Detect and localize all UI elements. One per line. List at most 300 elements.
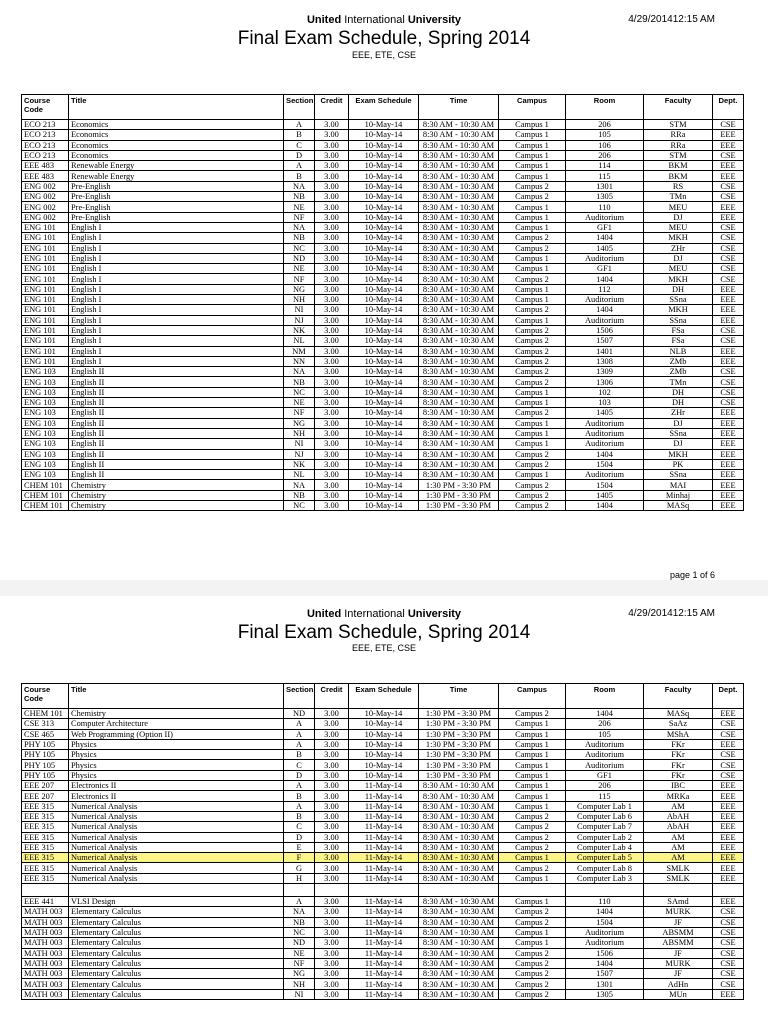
- cell-exam-time: 8:30 AM - 10:30 AM: [419, 927, 499, 937]
- cell-exam-time: 8:30 AM - 10:30 AM: [419, 264, 499, 274]
- cell-campus: Campus 1: [499, 853, 566, 863]
- cell-section: C: [284, 760, 315, 770]
- table-header-row: [22, 684, 744, 709]
- cell-exam-date: 10-May-14: [349, 171, 419, 181]
- cell-dept: EEE: [713, 315, 744, 325]
- cell-exam-date: 11-May-14: [349, 969, 419, 979]
- cell-campus: Campus 2: [499, 274, 566, 284]
- cell-exam-time: 8:30 AM - 10:30 AM: [419, 233, 499, 243]
- cell-exam-time: 1:30 PM - 3:30 PM: [419, 739, 499, 749]
- cell-room: 110: [566, 897, 644, 907]
- cell-exam-time: 8:30 AM - 10:30 AM: [419, 822, 499, 832]
- cell-room: 110: [566, 202, 644, 212]
- cell-campus: Campus 2: [499, 377, 566, 387]
- cell-exam-time: 1:30 PM - 3:30 PM: [419, 490, 499, 500]
- cell-campus: Campus 2: [499, 979, 566, 989]
- cell-faculty: STM: [644, 120, 713, 130]
- cell-exam-time: 8:30 AM - 10:30 AM: [419, 387, 499, 397]
- cell-room: 1405: [566, 490, 644, 500]
- cell-exam-time: 1:30 PM - 3:30 PM: [419, 480, 499, 490]
- column-header-faculty: Faculty: [644, 684, 713, 709]
- cell-course-code: MATH 003: [22, 979, 69, 989]
- cell-course-code: PHY 105: [22, 770, 69, 780]
- cell-campus: Campus 2: [499, 346, 566, 356]
- table-row: [22, 927, 744, 937]
- cell-course-title: Elementary Calculus: [69, 938, 284, 948]
- cell-room: 206: [566, 781, 644, 791]
- cell-course-title: English I: [69, 315, 284, 325]
- cell-faculty: FSa: [644, 325, 713, 335]
- cell-course-code: ENG 103: [22, 459, 69, 469]
- cell-dept: EEE: [713, 739, 744, 749]
- cell-exam-date: 10-May-14: [349, 387, 419, 397]
- cell-course-title: English I: [69, 356, 284, 366]
- cell-exam-time: 8:30 AM - 10:30 AM: [419, 938, 499, 948]
- cell-exam-date: 10-May-14: [349, 222, 419, 232]
- cell-credit: 3.00: [315, 958, 349, 968]
- cell-exam-time: 1:30 PM - 3:30 PM: [419, 709, 499, 719]
- cell-room: Auditorium: [566, 739, 644, 749]
- cell-dept: EEE: [713, 897, 744, 907]
- cell-course-code: ECO 213: [22, 140, 69, 150]
- cell-room: GF1: [566, 264, 644, 274]
- cell-dept: CSE: [713, 729, 744, 739]
- cell-exam-date: 10-May-14: [349, 418, 419, 428]
- cell-faculty: FKr: [644, 750, 713, 760]
- cell-room: Computer Lab 1: [566, 801, 644, 811]
- cell-campus: Campus 1: [499, 161, 566, 171]
- cell-faculty: AbAH: [644, 811, 713, 821]
- cell-campus: Campus 1: [499, 284, 566, 294]
- table-row: [22, 336, 744, 346]
- cell-room: 1404: [566, 449, 644, 459]
- cell-faculty: PK: [644, 459, 713, 469]
- cell-credit: 3.00: [315, 897, 349, 907]
- cell-section: NB: [284, 917, 315, 927]
- cell-exam-time: 8:30 AM - 10:30 AM: [419, 243, 499, 253]
- cell-exam-time: 8:30 AM - 10:30 AM: [419, 295, 499, 305]
- cell-faculty: DH: [644, 284, 713, 294]
- cell-course-code: ENG 103: [22, 470, 69, 480]
- column-header-course-title: Title: [69, 95, 284, 120]
- cell-dept: EEE: [713, 140, 744, 150]
- table-row: [22, 408, 744, 418]
- cell-room: 206: [566, 120, 644, 130]
- cell-room: 206: [566, 150, 644, 160]
- cell-course-code: ENG 103: [22, 449, 69, 459]
- page-divider: [0, 580, 768, 596]
- table-row: [22, 979, 744, 989]
- cell-course-code: MATH 003: [22, 948, 69, 958]
- cell-course-code: ENG 101: [22, 264, 69, 274]
- cell-campus: Campus 2: [499, 917, 566, 927]
- cell-dept: EEE: [713, 346, 744, 356]
- cell-section: NE: [284, 202, 315, 212]
- cell-room: 1404: [566, 958, 644, 968]
- cell-faculty: ZHr: [644, 243, 713, 253]
- cell-room: 106: [566, 140, 644, 150]
- cell-dept: EEE: [713, 130, 744, 140]
- cell-section: NL: [284, 336, 315, 346]
- cell-room: 1404: [566, 500, 644, 510]
- cell-faculty: BKM: [644, 171, 713, 181]
- cell-exam-date: 11-May-14: [349, 989, 419, 999]
- cell-course-title: Pre-English: [69, 181, 284, 191]
- cell-faculty: AbAH: [644, 822, 713, 832]
- cell-course-code: ENG 101: [22, 336, 69, 346]
- cell-faculty: MKH: [644, 305, 713, 315]
- cell-faculty: DJ: [644, 212, 713, 222]
- cell-faculty: TMn: [644, 377, 713, 387]
- cell-exam-date: 11-May-14: [349, 873, 419, 883]
- cell-exam-date: 10-May-14: [349, 274, 419, 284]
- departments-subtitle: EEE, ETE, CSE: [351, 50, 417, 60]
- cell-faculty: MASq: [644, 500, 713, 510]
- cell-exam-date: 10-May-14: [349, 367, 419, 377]
- cell-dept: EEE: [713, 212, 744, 222]
- cell-exam-date: 11-May-14: [349, 907, 419, 917]
- cell-dept: EEE: [713, 439, 744, 449]
- cell-faculty: DJ: [644, 439, 713, 449]
- cell-credit: 3.00: [315, 233, 349, 243]
- table-row: [22, 233, 744, 243]
- cell-faculty: AM: [644, 853, 713, 863]
- cell-faculty: MKH: [644, 233, 713, 243]
- cell-dept: EEE: [713, 161, 744, 171]
- cell-faculty: BKM: [644, 161, 713, 171]
- cell-course-title: English I: [69, 295, 284, 305]
- cell-section: NJ: [284, 449, 315, 459]
- empty-cell: [713, 884, 744, 897]
- cell-course-title: Renewable Energy: [69, 161, 284, 171]
- cell-dept: CSE: [713, 253, 744, 263]
- column-header-faculty: Faculty: [644, 95, 713, 120]
- cell-exam-time: 8:30 AM - 10:30 AM: [419, 791, 499, 801]
- cell-exam-time: 8:30 AM - 10:30 AM: [419, 202, 499, 212]
- cell-course-title: English I: [69, 305, 284, 315]
- cell-dept: EEE: [713, 500, 744, 510]
- cell-campus: Campus 1: [499, 781, 566, 791]
- cell-room: 1507: [566, 969, 644, 979]
- table-row: [22, 897, 744, 907]
- cell-exam-time: 1:30 PM - 3:30 PM: [419, 760, 499, 770]
- cell-course-title: English II: [69, 470, 284, 480]
- cell-course-title: Chemistry: [69, 490, 284, 500]
- cell-credit: 3.00: [315, 470, 349, 480]
- cell-course-code: MATH 003: [22, 907, 69, 917]
- cell-course-title: Pre-English: [69, 202, 284, 212]
- cell-dept: EEE: [713, 480, 744, 490]
- cell-dept: CSE: [713, 927, 744, 937]
- cell-campus: Campus 2: [499, 305, 566, 315]
- cell-section: B: [284, 171, 315, 181]
- cell-faculty: AM: [644, 832, 713, 842]
- table-row: [22, 719, 744, 729]
- table-row: [22, 130, 744, 140]
- cell-exam-time: 8:30 AM - 10:30 AM: [419, 150, 499, 160]
- cell-credit: 3.00: [315, 750, 349, 760]
- cell-dept: EEE: [713, 781, 744, 791]
- cell-campus: Campus 2: [499, 449, 566, 459]
- cell-section: H: [284, 873, 315, 883]
- cell-course-code: ENG 103: [22, 367, 69, 377]
- cell-section: ND: [284, 253, 315, 263]
- cell-course-title: English II: [69, 398, 284, 408]
- cell-section: NB: [284, 490, 315, 500]
- cell-exam-date: 11-May-14: [349, 853, 419, 863]
- cell-exam-date: 10-May-14: [349, 181, 419, 191]
- cell-campus: Campus 2: [499, 490, 566, 500]
- cell-dept: EEE: [713, 801, 744, 811]
- cell-credit: 3.00: [315, 781, 349, 791]
- cell-exam-date: 10-May-14: [349, 253, 419, 263]
- cell-dept: EEE: [713, 842, 744, 852]
- cell-credit: 3.00: [315, 801, 349, 811]
- cell-section: NG: [284, 969, 315, 979]
- cell-dept: CSE: [713, 192, 744, 202]
- table-row: [22, 781, 744, 791]
- cell-campus: Campus 1: [499, 770, 566, 780]
- cell-exam-date: 10-May-14: [349, 709, 419, 719]
- cell-faculty: ABSMM: [644, 927, 713, 937]
- cell-course-code: CHEM 101: [22, 480, 69, 490]
- cell-section: NH: [284, 295, 315, 305]
- cell-course-title: English I: [69, 243, 284, 253]
- cell-exam-time: 1:30 PM - 3:30 PM: [419, 729, 499, 739]
- cell-exam-date: 11-May-14: [349, 948, 419, 958]
- cell-dept: CSE: [713, 336, 744, 346]
- cell-exam-date: 10-May-14: [349, 439, 419, 449]
- cell-faculty: JF: [644, 948, 713, 958]
- cell-exam-date: 10-May-14: [349, 161, 419, 171]
- cell-section: NF: [284, 408, 315, 418]
- cell-credit: 3.00: [315, 274, 349, 284]
- cell-campus: Campus 1: [499, 791, 566, 801]
- table-row: [22, 480, 744, 490]
- cell-faculty: SAmd: [644, 897, 713, 907]
- cell-credit: 3.00: [315, 295, 349, 305]
- cell-dept: CSE: [713, 222, 744, 232]
- cell-credit: 3.00: [315, 917, 349, 927]
- cell-course-code: EEE 441: [22, 897, 69, 907]
- cell-exam-time: 8:30 AM - 10:30 AM: [419, 989, 499, 999]
- cell-dept: CSE: [713, 274, 744, 284]
- cell-room: 1506: [566, 948, 644, 958]
- cell-campus: Campus 1: [499, 398, 566, 408]
- cell-faculty: FSa: [644, 336, 713, 346]
- cell-exam-date: 10-May-14: [349, 760, 419, 770]
- cell-faculty: RRa: [644, 140, 713, 150]
- cell-exam-time: 8:30 AM - 10:30 AM: [419, 315, 499, 325]
- table-row: [22, 938, 744, 948]
- cell-campus: Campus 2: [499, 863, 566, 873]
- cell-course-title: English II: [69, 408, 284, 418]
- cell-course-title: Numerical Analysis: [69, 822, 284, 832]
- cell-exam-date: 11-May-14: [349, 781, 419, 791]
- cell-credit: 3.00: [315, 490, 349, 500]
- cell-course-code: CSE 465: [22, 729, 69, 739]
- cell-room: Computer Lab 4: [566, 842, 644, 852]
- cell-faculty: JF: [644, 917, 713, 927]
- empty-cell: [419, 884, 499, 897]
- cell-room: 1309: [566, 367, 644, 377]
- cell-exam-date: 10-May-14: [349, 770, 419, 780]
- cell-campus: Campus 1: [499, 202, 566, 212]
- cell-section: NH: [284, 428, 315, 438]
- cell-faculty: DJ: [644, 253, 713, 263]
- cell-exam-time: 8:30 AM - 10:30 AM: [419, 346, 499, 356]
- table-row: [22, 140, 744, 150]
- cell-campus: Campus 1: [499, 428, 566, 438]
- cell-room: Auditorium: [566, 439, 644, 449]
- cell-section: NN: [284, 356, 315, 366]
- cell-room: 115: [566, 791, 644, 801]
- cell-course-code: ENG 002: [22, 181, 69, 191]
- cell-section: NE: [284, 398, 315, 408]
- cell-credit: 3.00: [315, 181, 349, 191]
- column-header-course-code: Course Code: [22, 95, 69, 120]
- cell-course-title: Web Programming (Option II): [69, 729, 284, 739]
- cell-section: G: [284, 863, 315, 873]
- cell-credit: 3.00: [315, 356, 349, 366]
- cell-exam-time: 8:30 AM - 10:30 AM: [419, 140, 499, 150]
- cell-course-title: Electronics II: [69, 781, 284, 791]
- table-row: [22, 120, 744, 130]
- cell-course-code: ENG 101: [22, 305, 69, 315]
- cell-course-title: Computer Architecture: [69, 719, 284, 729]
- cell-campus: Campus 2: [499, 367, 566, 377]
- cell-dept: CSE: [713, 181, 744, 191]
- cell-room: 1504: [566, 480, 644, 490]
- table-row: [22, 791, 744, 801]
- cell-course-title: English II: [69, 439, 284, 449]
- empty-cell: [22, 884, 69, 897]
- cell-exam-date: 10-May-14: [349, 243, 419, 253]
- cell-exam-date: 11-May-14: [349, 863, 419, 873]
- cell-credit: 3.00: [315, 398, 349, 408]
- cell-exam-date: 10-May-14: [349, 233, 419, 243]
- table-row: [22, 150, 744, 160]
- cell-dept: EEE: [713, 709, 744, 719]
- cell-exam-date: 11-May-14: [349, 897, 419, 907]
- cell-section: A: [284, 897, 315, 907]
- column-header-exam-date: Exam Schedule: [349, 95, 419, 120]
- cell-credit: 3.00: [315, 842, 349, 852]
- cell-campus: Campus 1: [499, 927, 566, 937]
- cell-exam-time: 8:30 AM - 10:30 AM: [419, 305, 499, 315]
- cell-campus: Campus 2: [499, 408, 566, 418]
- cell-exam-date: 11-May-14: [349, 979, 419, 989]
- table-row: [22, 356, 744, 366]
- cell-faculty: SSna: [644, 315, 713, 325]
- cell-credit: 3.00: [315, 853, 349, 863]
- cell-section: ND: [284, 938, 315, 948]
- cell-exam-date: 10-May-14: [349, 428, 419, 438]
- cell-section: NK: [284, 325, 315, 335]
- cell-campus: Campus 1: [499, 315, 566, 325]
- cell-exam-date: 10-May-14: [349, 750, 419, 760]
- cell-section: B: [284, 791, 315, 801]
- cell-campus: Campus 2: [499, 243, 566, 253]
- cell-course-title: Elementary Calculus: [69, 979, 284, 989]
- table-row: [22, 948, 744, 958]
- cell-campus: Campus 2: [499, 822, 566, 832]
- cell-dept: CSE: [713, 760, 744, 770]
- table-row: [22, 305, 744, 315]
- cell-faculty: RS: [644, 181, 713, 191]
- cell-credit: 3.00: [315, 873, 349, 883]
- cell-credit: 3.00: [315, 387, 349, 397]
- cell-course-title: Physics: [69, 770, 284, 780]
- cell-dept: EEE: [713, 171, 744, 181]
- cell-exam-time: 8:30 AM - 10:30 AM: [419, 336, 499, 346]
- cell-exam-time: 8:30 AM - 10:30 AM: [419, 969, 499, 979]
- cell-exam-time: 8:30 AM - 10:30 AM: [419, 222, 499, 232]
- cell-faculty: MURK: [644, 907, 713, 917]
- cell-faculty: MURK: [644, 958, 713, 968]
- cell-section: NI: [284, 439, 315, 449]
- cell-exam-date: 10-May-14: [349, 719, 419, 729]
- table-row: [22, 500, 744, 510]
- cell-section: NC: [284, 500, 315, 510]
- cell-faculty: ZMb: [644, 367, 713, 377]
- cell-dept: EEE: [713, 449, 744, 459]
- cell-course-code: ENG 101: [22, 253, 69, 263]
- cell-course-code: EEE 315: [22, 822, 69, 832]
- cell-course-title: English II: [69, 449, 284, 459]
- cell-exam-date: 10-May-14: [349, 729, 419, 739]
- table-row: [22, 315, 744, 325]
- column-header-course-title: Title: [69, 684, 284, 709]
- cell-campus: Campus 1: [499, 719, 566, 729]
- cell-room: 115: [566, 171, 644, 181]
- empty-cell: [349, 884, 419, 897]
- cell-room: Auditorium: [566, 253, 644, 263]
- cell-section: A: [284, 801, 315, 811]
- table-row: [22, 459, 744, 469]
- cell-course-code: ENG 101: [22, 295, 69, 305]
- cell-section: A: [284, 781, 315, 791]
- cell-credit: 3.00: [315, 822, 349, 832]
- column-header-room: Room: [566, 684, 644, 709]
- cell-course-title: Elementary Calculus: [69, 969, 284, 979]
- cell-credit: 3.00: [315, 832, 349, 842]
- cell-course-title: Renewable Energy: [69, 171, 284, 181]
- cell-course-code: ENG 101: [22, 356, 69, 366]
- cell-course-code: ECO 213: [22, 120, 69, 130]
- cell-room: 1504: [566, 459, 644, 469]
- table-row: [22, 760, 744, 770]
- cell-exam-date: 11-May-14: [349, 801, 419, 811]
- cell-credit: 3.00: [315, 439, 349, 449]
- cell-course-title: English II: [69, 367, 284, 377]
- cell-exam-date: 10-May-14: [349, 336, 419, 346]
- cell-course-title: English II: [69, 377, 284, 387]
- cell-room: 1405: [566, 243, 644, 253]
- column-header-dept: Dept.: [713, 684, 744, 709]
- cell-course-title: Physics: [69, 760, 284, 770]
- cell-dept: EEE: [713, 989, 744, 999]
- cell-dept: EEE: [713, 873, 744, 883]
- cell-course-title: Elementary Calculus: [69, 927, 284, 937]
- exam-schedule-table: [21, 94, 744, 511]
- cell-course-code: ENG 103: [22, 387, 69, 397]
- cell-course-code: PHY 105: [22, 760, 69, 770]
- cell-faculty: FKr: [644, 770, 713, 780]
- cell-faculty: MKH: [644, 274, 713, 284]
- cell-section: C: [284, 140, 315, 150]
- cell-dept: CSE: [713, 719, 744, 729]
